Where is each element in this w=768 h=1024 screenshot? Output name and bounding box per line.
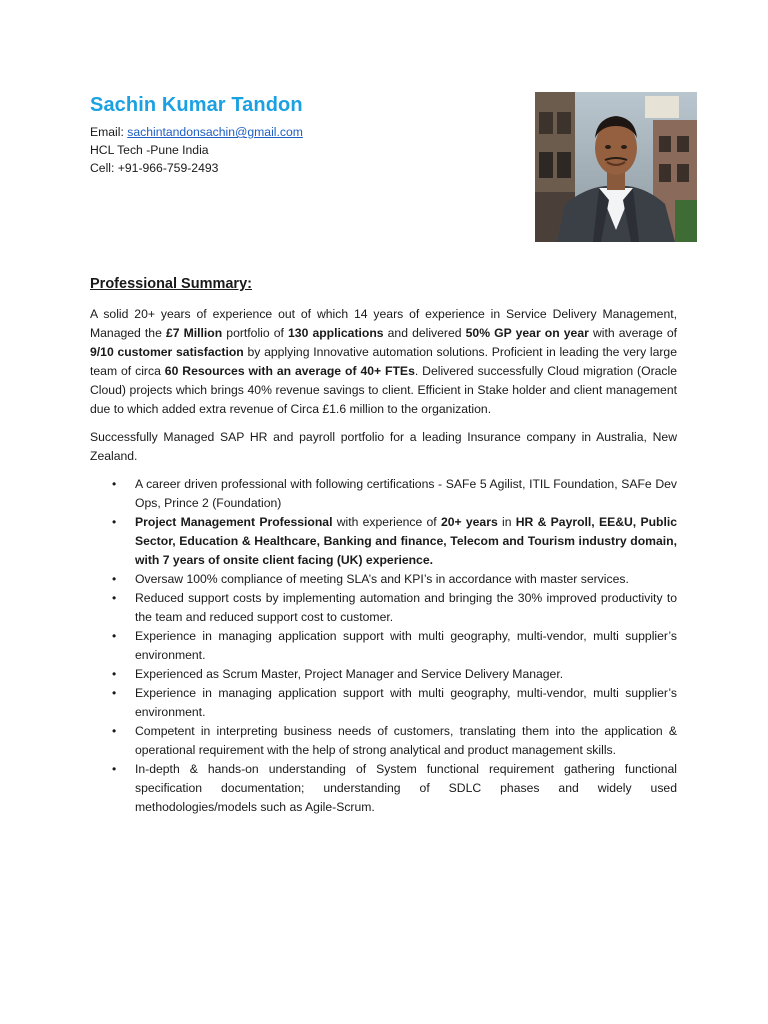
candidate-name: Sachin Kumar Tandon bbox=[90, 94, 303, 116]
summary-bullet-run: Oversaw 100% compliance of meeting SLA’s and KPI’s in accordance with master services. bbox=[135, 572, 629, 586]
summary-bullet-item bbox=[90, 589, 677, 627]
summary-bullet-run: Experience in managing application support with multi geography, multi-vendor, multi supplier’s environment. bbox=[135, 686, 677, 719]
bullet-icon: • bbox=[112, 724, 117, 738]
summary-paragraph-1-run: with average of bbox=[588, 326, 678, 340]
summary-content bbox=[90, 305, 677, 817]
summary-paragraph-1-run: £7 Million bbox=[165, 326, 223, 340]
summary-bullet-item bbox=[90, 475, 677, 513]
summary-bullet-run: with experience of bbox=[332, 515, 441, 529]
bullet-icon: • bbox=[112, 762, 117, 776]
summary-paragraph-1-run: portfolio of bbox=[222, 326, 289, 340]
summary-bullet-item bbox=[90, 684, 677, 722]
summary-paragraph-1-run: by applying Innovative automation solutions. Proficient in leading the very large team of circa bbox=[90, 345, 677, 378]
summary-bullet-run: Experience in managing application support with multi geography, multi-vendor, multi supplier’s environment. bbox=[135, 629, 677, 662]
profile-photo-image bbox=[535, 92, 697, 242]
summary-bullet-item bbox=[90, 627, 677, 665]
summary-bullet-run: 20+ years bbox=[440, 515, 498, 529]
summary-bullet-run: Experienced as Scrum Master, Project Manager and Service Delivery Manager. bbox=[135, 667, 564, 681]
summary-paragraph-1-run: . Delivered successfully Cloud migration (Oracle Cloud) projects which brings 40% revenue savings to client. Efficient in Stake holder and client management due to which added extra revenue of Circa £1.6 million to the organization. bbox=[90, 364, 677, 416]
summary-paragraph-1-run: 130 applications bbox=[288, 326, 384, 340]
summary-bullet-item bbox=[90, 760, 677, 817]
contact-header bbox=[90, 94, 510, 177]
summary-bullet-item bbox=[90, 513, 677, 570]
summary-paragraph-2: Successfully Managed SAP HR and payroll portfolio for a leading Insurance company in Australia, New Zealand. bbox=[90, 430, 677, 463]
summary-bullet-run: HR & Payroll, EE&U, Public Sector, Education & Healthcare, Banking and finance, Telecom and Tourism industry domain, with 7 years of onsite client facing (UK) experience. bbox=[135, 515, 678, 567]
email-label: Email: bbox=[90, 125, 128, 139]
summary-paragraph-1-run: A solid 20+ years of experience out of which 14 years of experience in Service Delivery Management, Managed the bbox=[90, 307, 677, 340]
summary-bullet-run: A career driven professional with following certifications - SAFe 5 Agilist, ITIL Foundation, SAFe Dev Ops, Prince 2 (Foundation) bbox=[135, 477, 677, 510]
email-line bbox=[90, 123, 510, 141]
summary-bullet-item bbox=[90, 665, 677, 684]
bullet-icon: • bbox=[112, 515, 117, 529]
bullet-icon: • bbox=[112, 667, 117, 681]
professional-summary-heading: Professional Summary: bbox=[90, 276, 252, 292]
bullet-icon: • bbox=[112, 591, 117, 605]
summary-paragraph-1-run: 60 Resources with an average of 40+ FTEs bbox=[164, 364, 415, 378]
summary-bullet-run: Competent in interpreting business needs of customers, translating them into the application & operational requirement with the help of strong analytical and product management skills. bbox=[135, 724, 677, 757]
summary-bullet-run: Reduced support costs by implementing automation and bringing the 30% improved productivity to the team and reduced support cost to customer. bbox=[135, 591, 677, 624]
summary-bullet-run: Project Management Professional bbox=[135, 515, 333, 529]
summary-bullet-run: in bbox=[497, 515, 516, 529]
company-line: HCL Tech -Pune India bbox=[90, 143, 209, 157]
email-link[interactable]: sachintandonsachin@gmail.com bbox=[127, 125, 303, 139]
bullet-icon: • bbox=[112, 686, 117, 700]
summary-bullet-item bbox=[90, 570, 677, 589]
summary-bullet-list bbox=[90, 475, 677, 817]
summary-paragraph-1 bbox=[90, 305, 677, 419]
summary-bullet-item bbox=[90, 722, 677, 760]
bullet-icon: • bbox=[112, 477, 117, 491]
summary-paragraph-1-run: 9/10 customer satisfaction bbox=[90, 345, 244, 359]
bullet-icon: • bbox=[112, 629, 117, 643]
summary-paragraph-1-run: 50% GP year on year bbox=[465, 326, 589, 340]
summary-bullet-run: In-depth & hands-on understanding of System functional requirement gathering functional specification documentation; understanding of SDLC phases and widely used methodologies/models such as Agile-Scrum. bbox=[135, 762, 677, 814]
cell-line: Cell: +91-966-759-2493 bbox=[90, 161, 219, 175]
summary-paragraph-1-run: and delivered bbox=[383, 326, 466, 340]
profile-photo bbox=[535, 92, 697, 242]
bullet-icon: • bbox=[112, 572, 117, 586]
